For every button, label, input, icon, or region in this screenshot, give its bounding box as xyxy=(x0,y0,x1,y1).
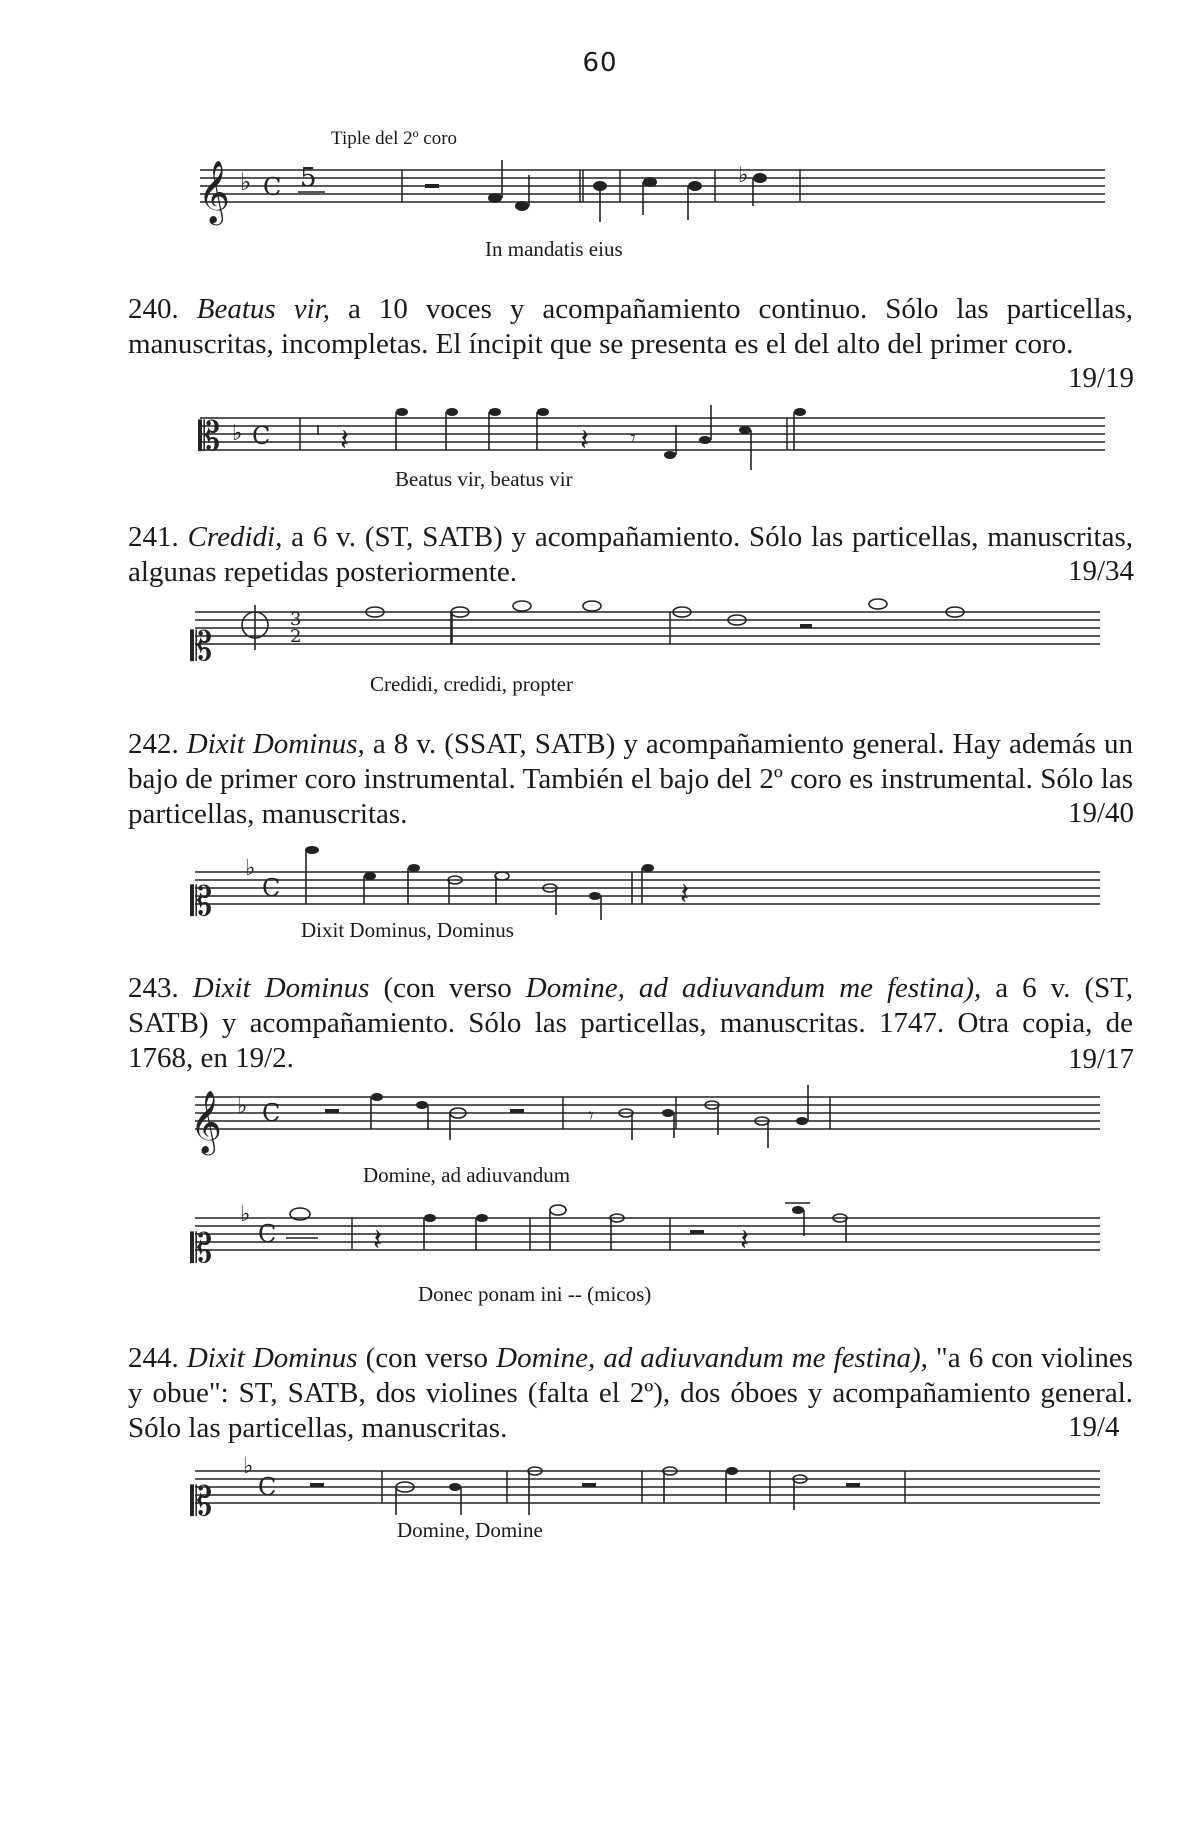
c-clef-icon: 𝄡 xyxy=(190,1226,213,1272)
flat-icon: ♭ xyxy=(243,1454,254,1479)
entry-number: 244. xyxy=(128,1342,179,1374)
entry-signature: 19/4 xyxy=(1068,1411,1120,1443)
entry-description-pre: (con verso xyxy=(383,972,512,1004)
flat-icon: ♭ xyxy=(240,1202,251,1227)
page-number: 60 xyxy=(582,48,618,78)
meter-c: C xyxy=(262,1099,281,1127)
incipit-text: Credidi, credidi, propter xyxy=(370,672,573,696)
c-clef-icon: 𝄡 xyxy=(198,414,221,460)
treble-clef-icon: 𝄞 xyxy=(198,160,230,223)
incipit-text: Dixit Dominus, Dominus xyxy=(301,918,514,942)
meter-den: 2 xyxy=(290,626,302,647)
entry-verse: Domine, ad adiuvandum me festina), xyxy=(525,972,982,1004)
entry-number: 243. xyxy=(128,972,179,1004)
entry-description-pre: (con verso xyxy=(365,1342,489,1374)
entry-description: a 8 v. (SSAT, SATB) y acompañamiento general. Hay además un bajo de primer coro instrumental. También el bajo del 2º coro es instrumental. Sólo las particellas, manuscritas. xyxy=(128,728,1134,830)
treble-clef-icon: 𝄞 xyxy=(190,1090,222,1153)
meter-c: C xyxy=(258,1473,277,1501)
c-clef-icon: 𝄡 xyxy=(190,1479,213,1525)
entry-description: a 6 v. (ST, SATB) y acompañamiento. Sólo las particellas, manuscritas, algunas repetidas posteriormente. xyxy=(128,521,1134,588)
svg-text:𝄽: 𝄽 xyxy=(680,877,690,912)
entry-title: Dixit Dominus, xyxy=(186,728,365,760)
meter-c: C xyxy=(262,874,281,902)
meter-num: 3 xyxy=(290,609,302,630)
entry-verse: Domine, ad adiuvandum me festina), xyxy=(496,1342,928,1374)
svg-text:𝄽: 𝄽 xyxy=(580,423,590,458)
svg-text:𝄽: 𝄽 xyxy=(340,423,350,458)
svg-text:𝄽: 𝄽 xyxy=(740,1223,750,1258)
flat-icon: ♭ xyxy=(240,168,252,196)
entry-signature: 19/40 xyxy=(1068,797,1135,829)
incipit-text: In mandatis eius xyxy=(485,237,623,261)
entry-description: "a 6 con violines y obue": ST, SATB, dos violines (falta el 2º), dos óboes y acompañamiento general. Sólo las particellas, manuscritas. xyxy=(128,1342,1134,1444)
entry-title: Beatus vir, xyxy=(196,293,330,325)
svg-text:𝄾: 𝄾 xyxy=(588,1104,594,1129)
c-clef-icon: 𝄡 xyxy=(190,624,213,670)
entry-description: a 10 voces y acompañamiento continuo. Sólo las particellas, manuscritas, incompletas. El íncipit que se presenta es el del alto del primer coro. xyxy=(128,293,1134,360)
entry-number: 241. xyxy=(128,521,179,553)
incipit-text: Domine, Domine xyxy=(397,1518,543,1542)
meter-c: C xyxy=(258,1220,277,1248)
c-clef-icon: 𝄡 xyxy=(190,879,213,925)
svg-text:𝄾: 𝄾 xyxy=(630,426,636,451)
meter-c: C xyxy=(252,422,271,450)
entry-number: 240. xyxy=(128,293,179,325)
entry-title: Dixit Dominus xyxy=(192,972,370,1004)
entry-signature: 19/19 xyxy=(1068,362,1135,394)
entry-title: Credidi, xyxy=(187,521,283,553)
entry-signature: 19/34 xyxy=(1068,555,1135,587)
flat-icon: ♭ xyxy=(245,856,256,881)
incipit-text: Domine, ad adiuvandum xyxy=(363,1163,571,1187)
entry-description: a 6 v. (ST, SATB) y acompañamiento. Sólo las particellas, manuscritas. 1747. Otra copia, de 1768, en 19/2. xyxy=(128,972,1134,1074)
svg-text:𝄽: 𝄽 xyxy=(373,1223,383,1258)
figure-five: 5 xyxy=(300,163,317,193)
svg-text:♭: ♭ xyxy=(738,163,749,188)
entry-number: 242. xyxy=(128,728,179,760)
entry-title: Dixit Dominus xyxy=(186,1342,358,1374)
incipit-text: Beatus vir, beatus vir xyxy=(395,467,573,491)
flat-icon: ♭ xyxy=(232,421,243,446)
voice-label: Tiple del 2º coro xyxy=(331,128,458,149)
incipit-text: Donec ponam ini -- (micos) xyxy=(418,1282,652,1306)
meter-c: C xyxy=(263,173,282,201)
flat-icon: ♭ xyxy=(237,1094,248,1119)
entry-signature: 19/17 xyxy=(1068,1043,1135,1075)
